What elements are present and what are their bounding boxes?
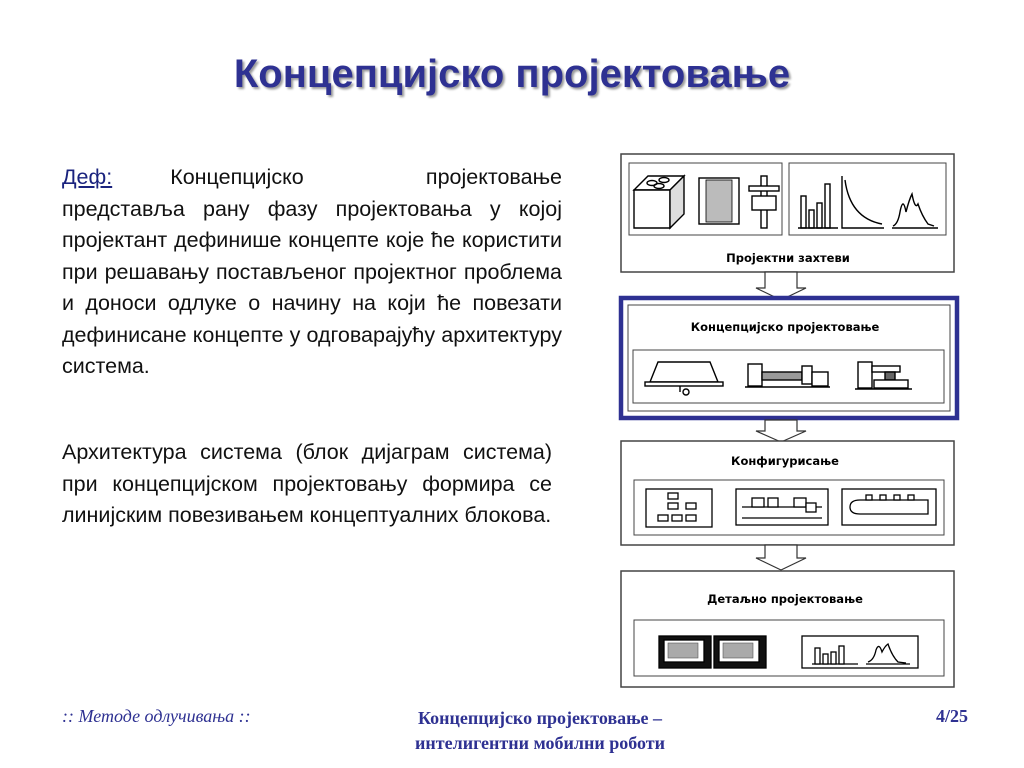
stage-requirements xyxy=(621,154,954,272)
arrow-down-icon xyxy=(756,420,806,442)
slide-title: Концепцијско пројектовање xyxy=(233,52,791,96)
hatched-section-icon xyxy=(699,178,739,224)
footer-lecture-line2: интелигентни мобилни роботи xyxy=(415,733,665,753)
stage-detailed-label: Детаљно пројектовање xyxy=(707,592,863,606)
connected-blocks-icon xyxy=(736,489,828,525)
rail-layout-icon xyxy=(842,489,936,525)
definition-text: Концепцијско пројектовање представља рану фазу пројектовања у којој пројектант дефинише концепте које ће користити при решавању постављеног пројектног проблема и доноси одлуке о начину на који ће повезати дефинисане концепте у одговарајућу архитектуру система. xyxy=(62,165,562,378)
analysis-screen-icon xyxy=(802,636,918,668)
stage-conceptual-design xyxy=(621,298,957,418)
page-number: 4/25 xyxy=(935,706,968,726)
stage-detailed-design xyxy=(621,571,954,687)
arrow-down-icon xyxy=(756,545,806,570)
block-layout-icon xyxy=(646,489,712,527)
stage-configuration xyxy=(621,441,954,545)
footer-course-title: :: Методе одлучивања :: xyxy=(62,706,251,726)
architecture-paragraph: Архитектура система (блок дијаграм система) при концепцијском пројектовању формира се линијским повезивањем концептуалних блокова. xyxy=(62,440,552,527)
stage-configuration-label: Конфигурисање xyxy=(731,454,839,468)
footer-lecture-title xyxy=(350,706,730,756)
footer-lecture-line1: Концепцијско пројектовање – xyxy=(417,708,663,728)
definition-label: Деф: xyxy=(62,165,113,189)
cube-part-icon xyxy=(634,176,684,228)
stage-conceptual-label: Концепцијско пројектовање xyxy=(690,320,880,334)
stage-requirements-label: Пројектни захтеви xyxy=(726,251,850,265)
